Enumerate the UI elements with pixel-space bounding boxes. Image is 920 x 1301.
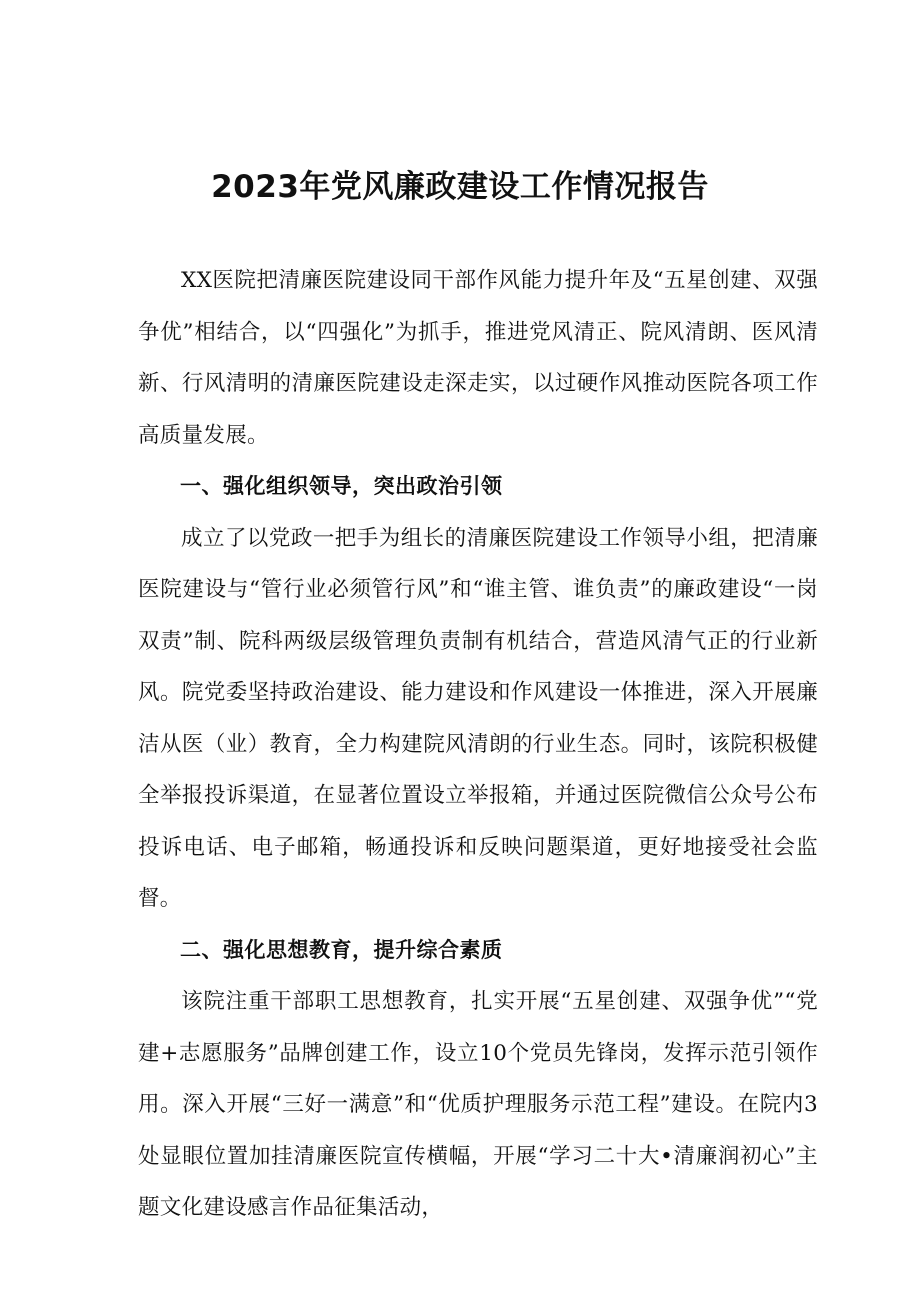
document-title: 2023年党风廉政建设工作情况报告 [211,169,709,205]
section-paragraph-1: 成立了以党政一把手为组长的清廉医院建设工作领导小组，把清廉医院建设与“管行业必须管行风”和“谁主管、谁负责”的廉政建设“一岗双责”制、院科两级层级管理负责制有机结合，营造风清气正的行业新风。院党委坚持政治建设、能力建设和作风建设一体推进，深入开展廉洁从医（业）教育，全力构建院风清朗的行业生态。同时，该院积极健全举报投诉渠道，在显著位置设立举报箱，并通过医院微信公众号公布投诉电话、电子邮箱，畅通投诉和反映问题渠道，更好地接受社会监督。 [138,525,818,911]
document-body [138,255,818,1234]
section-heading-1: 一、强化组织领导，突出政治引领 [180,474,503,498]
section-paragraph-2: 该院注重干部职工思想教育，扎实开展“五星创建、双强争优”“党建+志愿服务”品牌创建工作，设立10个党员先锋岗，发挥示范引领作用。深入开展“三好一满意”和“优质护理服务示范工程”建设。在院内3处显眼位置加挂清廉医院宣传横幅，开展“学习二十大•清廉润初心”主题文化建设感言作品征集活动， [138,989,818,1220]
section-heading-2: 二、强化思想教育，提升综合素质 [180,937,503,962]
intro-paragraph: XX医院把清廉医院建设同干部作风能力提升年及“五星创建、双强争优”相结合，以“四强化”为抓手，推进党风清正、院风清朗、医风清新、行风清明的清廉医院建设走深走实，以过硬作风推动医院各项工作高质量发展。 [138,268,818,448]
